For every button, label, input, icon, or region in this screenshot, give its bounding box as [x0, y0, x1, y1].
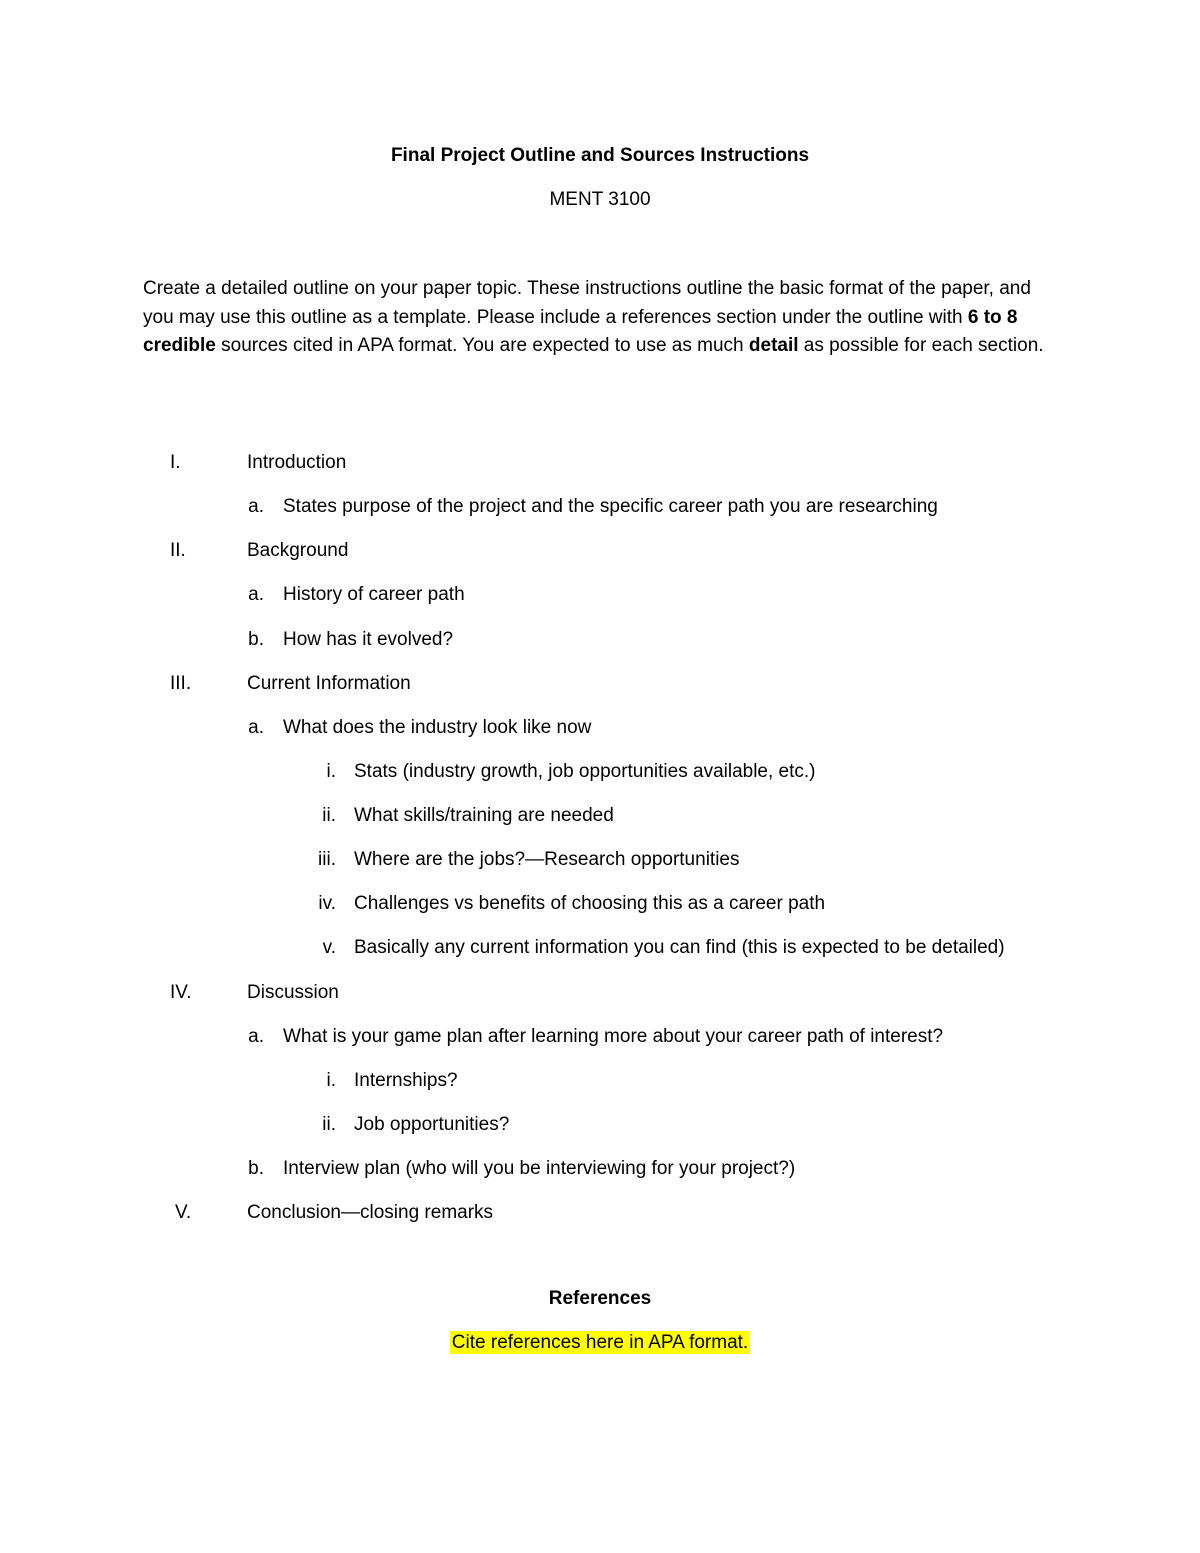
- subitem-label: Job opportunities?: [354, 1114, 510, 1135]
- references-note-line: [0, 1332, 1200, 1354]
- section-numeral: II.: [170, 540, 186, 561]
- references-heading: References: [548, 1288, 652, 1309]
- intro-text-2: sources cited in APA format. You are expected to use as much: [215, 335, 749, 357]
- subitem-numeral: iii.: [318, 849, 336, 870]
- subitem-label: Internships?: [354, 1070, 458, 1091]
- item-label: History of career path: [283, 584, 465, 605]
- item-label: What does the industry look like now: [283, 717, 592, 738]
- section-label: Conclusion—closing remarks: [247, 1202, 494, 1223]
- item-label: States purpose of the project and the specific career path you are researching: [283, 496, 938, 517]
- subitem-numeral: i.: [326, 761, 336, 782]
- subitem-numeral: ii.: [322, 805, 336, 826]
- subitem-label: Where are the jobs?—Research opportunities: [354, 849, 740, 870]
- intro-paragraph: [143, 275, 1063, 361]
- subitem-label: Basically any current information you can find (this is expected to be detailed): [354, 937, 1005, 958]
- references-placeholder: Cite references here in APA format.: [451, 1332, 749, 1353]
- intro-text-3: as possible for each section.: [798, 335, 1044, 357]
- item-letter: b.: [248, 629, 264, 650]
- item-letter: a.: [248, 584, 264, 605]
- item-label: How has it evolved?: [283, 629, 454, 650]
- document-title: Final Project Outline and Sources Instructions: [390, 145, 810, 166]
- intro-text-1: Create a detailed outline on your paper topic. These instructions outline the basic format of the paper, and you may use this outline as a template. Please include a references section under the outline with: [143, 278, 1031, 328]
- item-label: What is your game plan after learning more about your career path of interest?: [283, 1026, 944, 1047]
- subitem-label: Stats (industry growth, job opportunities available, etc.): [354, 761, 816, 782]
- subitem-label: Challenges vs benefits of choosing this as a career path: [354, 893, 826, 914]
- subitem-numeral: ii.: [322, 1114, 336, 1135]
- section-label: Background: [247, 540, 349, 561]
- item-letter: a.: [248, 717, 264, 738]
- course-code: MENT 3100: [549, 189, 651, 210]
- section-label: Current Information: [247, 673, 411, 694]
- intro-bold-detail: detail: [748, 335, 799, 357]
- item-letter: b.: [248, 1158, 264, 1179]
- subitem-numeral: v.: [322, 937, 336, 958]
- section-label: Introduction: [247, 452, 347, 473]
- intro-bold-sources: 6 to 8 credible: [143, 306, 1018, 357]
- subitem-numeral: i.: [326, 1070, 336, 1091]
- item-letter: a.: [248, 1026, 264, 1047]
- subitem-numeral: iv.: [318, 893, 336, 914]
- subitem-label: What skills/training are needed: [354, 805, 614, 826]
- section-numeral: V.: [175, 1202, 192, 1223]
- item-label: Interview plan (who will you be interviewing for your project?): [283, 1158, 796, 1179]
- item-letter: a.: [248, 496, 264, 517]
- section-numeral: IV.: [170, 982, 192, 1003]
- section-numeral: III.: [170, 673, 192, 694]
- section-label: Discussion: [247, 982, 339, 1003]
- section-numeral: I.: [170, 452, 181, 473]
